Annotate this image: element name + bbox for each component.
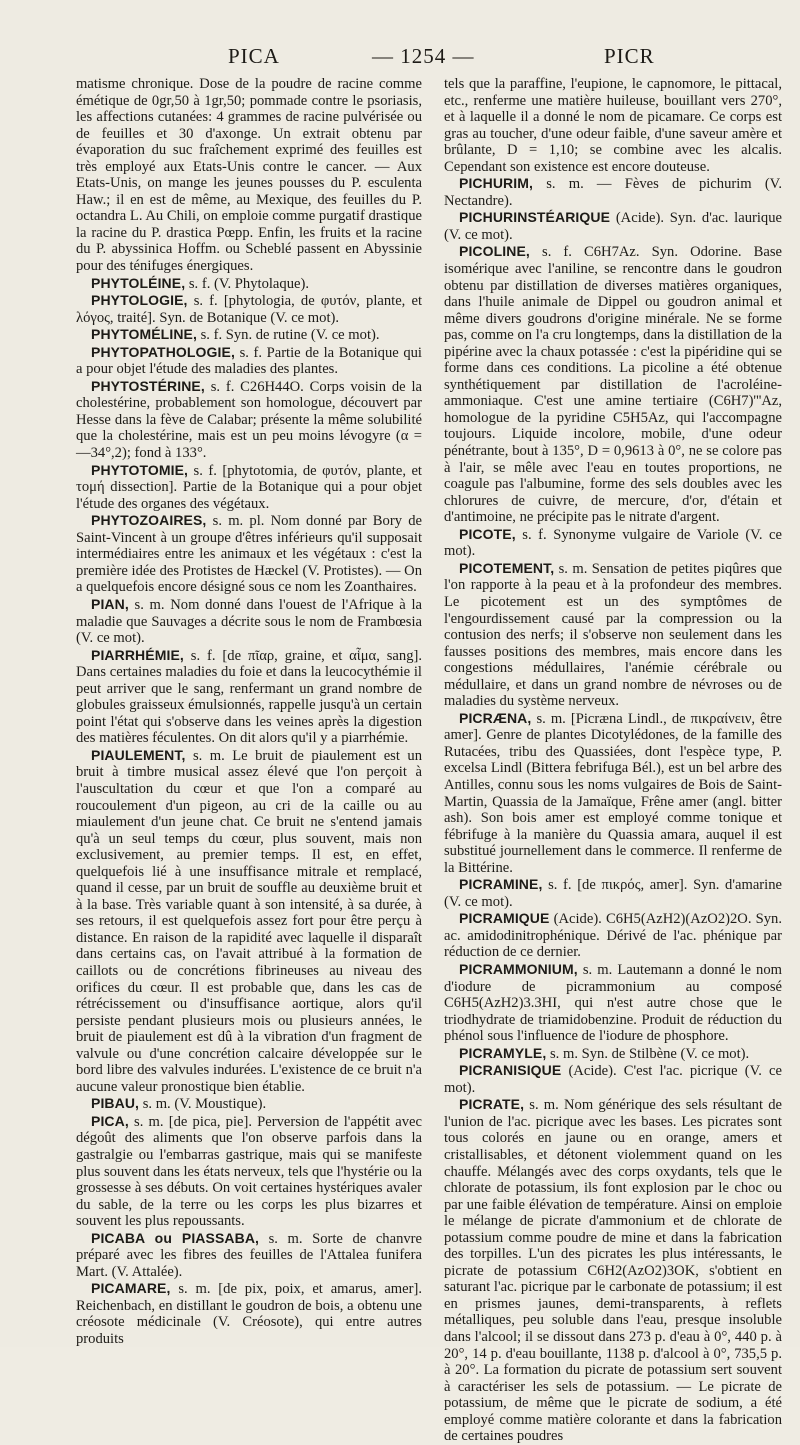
entry-headword: PICRANISIQUE [459, 1062, 562, 1079]
entry-text: s. f. Syn. de rutine (V. ce mot). [200, 327, 380, 344]
page-number: — 1254 — [372, 44, 475, 68]
entry-text: s. f. C26H44O. Corps voisin de la cholestérine, probablement son homologue, découvert par Hesse dans la fève de Calabar; présente la même solubilité que la cholestérine, mais est un peu moins lévogyre (α = —34°,2); fond à 133°. [76, 378, 422, 462]
entry-headword: PICHURIM, [459, 175, 534, 192]
entry-headword: PICRATE, [459, 1096, 525, 1113]
entry-headword: PICOLINE, [459, 243, 530, 260]
entry-headword: PHYTOLOGIE, [91, 292, 188, 309]
entry-headword: PICA, [91, 1112, 129, 1129]
entry-text: s. m. (V. Moustique). [142, 1096, 267, 1113]
dictionary-entry [76, 1230, 422, 1281]
dictionary-entry [444, 243, 782, 525]
entry-text: s. m. Nom générique des sels résultant de l'union de l'ac. picrique avec les bases. Les picrates sont tous colorés en jaune ou en orange, amers et cristallisables, et détonent violemment quand on les chauffe. Mélangés avec des corps oxydants, tels que le chlorate de potassium, ils font explosion par le choc ou par une faible élévation de température. Ainsi on emploie le mélange de picrate d'ammonium et de chlorate de potassium comme poudre de mine et dans la fabrication des torpilles. L'un des picrates les plus intéressants, le picrate de potassium C6H2(AzO2)3OK, s'obtient en saturant l'ac. picrique par le carbonate de potassium; il est en prismes jaunes, demi-transparents, à reflets métalliques, peu soluble dans l'eau, presque insoluble dans l'alcool; il se dissout dans 273 p. d'eau à 0°, 440 p. à 20°, 14 p. d'eau bouillante, 1138 p. d'alcool à 0°, 735,5 p. à 20°. La formation du picrate de potassium sert souvent à caractériser les sels de potassium. — Le picrate de potassium, de même que le picrate de sodium, a été employé comme matière colorante et dans la fabrication de certaines poudres [444, 1097, 782, 1445]
dictionary-entry [76, 344, 422, 378]
dictionary-entry [444, 76, 782, 175]
running-head-left: PICA [228, 44, 280, 68]
entry-text: s. m. [de pica, pie]. Perversion de l'appétit avec dégoût des aliments que l'on observe parfois dans la gastralgie ou l'embarras gastrique, mais qui se manifeste plus souvent dans les états nerveux, tels que l'hystérie ou la grossesse à ses débuts. On voit certaines hystériques avaler du sable, de la terre ou les corps les plus bizarres et souvent les plus repoussants. [76, 1113, 422, 1230]
entry-headword: PICAMARE, [91, 1280, 171, 1297]
entry-text: s. m. Lautemann a donné le nom d'iodure de picrammonium au composé C6H5(AzH2)3.3HI, qui n'est autre chose que le triodhydrate de triamidobenzine. Produit de réduction du phénol sous l'influence de l'iodure de phosphore. [444, 961, 782, 1045]
dictionary-entry [444, 876, 782, 910]
entry-text: s. m. Syn. de Stilbène (V. ce mot). [550, 1045, 750, 1062]
entry-text: matisme chronique. Dose de la poudre de racine comme émétique de 0gr,50 à 1gr,50; pommade contre le psoriasis, les affections cutanées: 4 grammes de racine pulvérisée ou de feuilles et 30 d'axonge. Un extrait obtenu par évaporation du suc fraîchement exprimé des feuilles est très employé aux Etats-Unis contre le cancer. — Aux Etats-Unis, on mange les jeunes pousses du P. esculenta Haw.; il en est de même, au Mexique, des feuilles du P. octandra L. Au Chili, on emploie comme purgatif drastique la racine du P. drastica Pœpp. Enfin, les fruits et la racine du P. abyssinica Hoffm. ou Scheblé passent en Abyssinie pour des ténifuges énergiques. [76, 76, 422, 275]
dictionary-entry [76, 275, 422, 293]
left-column [76, 76, 423, 1348]
dictionary-entry [76, 76, 422, 275]
entry-text: s. f. (V. Phytolaque). [188, 275, 309, 292]
entry-headword: PHYTOMÉLINE, [91, 326, 197, 343]
dictionary-entry [444, 1062, 782, 1096]
entry-text: s. m. Sensation de petites piqûres que l'on rapporte à la peau et à la profondeur des membres. Le picotement est un des symptômes de l'engourdissement causé par la compression ou la contusion des nerfs; il s'observe non seulement dans les fausses positions des membres, mais encore dans les congestions médullaires, l'anémie cérébrale ou médullaire, et dans un grand nombre de névroses ou de maladies du système nerveux. [444, 560, 782, 710]
entry-headword: PHYTOSTÉRINE, [91, 377, 205, 394]
dictionary-entry [76, 596, 422, 647]
entry-headword: PICRAMYLE, [459, 1044, 547, 1061]
entry-text: (Acide). Syn. d'ac. laurique (V. ce mot). [444, 210, 782, 243]
dictionary-entry [444, 526, 782, 560]
entry-text: (Acide). C6H5(AzH2)(AzO2)2O. Syn. ac. amidodinitrophénique. Dérivé de l'ac. phénique par réduction de ce dernier. [444, 911, 782, 961]
entry-headword: PICRAMIQUE [459, 910, 550, 927]
entry-headword: PICHURINSTÉARIQUE [459, 209, 611, 226]
dictionary-entry [444, 175, 782, 209]
dictionary-entry [444, 910, 782, 961]
entry-text: s. m. — Fèves de pichurim (V. Nectandre). [444, 176, 782, 209]
entry-headword: PHYTOZOAIRES, [91, 512, 207, 529]
dictionary-entry [444, 961, 782, 1045]
entry-headword: PICRAMINE, [459, 876, 543, 893]
entry-text: s. f. [de πικρός, amer]. Syn. d'amarine (V. ce mot). [444, 877, 782, 910]
entry-text: s. m. pl. Nom donné par Bory de Saint-Vincent à un groupe d'êtres inférieurs qu'il supposait intermédiaires entre les animaux et les végétaux : c'est la première idée des Protistes de Hæckel (V. Protistes). — On a quelquefois encore désigné sous ce nom les Zoanthaires. [76, 513, 422, 596]
entry-text: s. f. C6H7Az. Syn. Odorine. Base isomérique avec l'aniline, se rencontre dans le goudron obtenu par distillation de diverses matières organiques, dans l'huile animale de Dippel ou goudron animal et même divers goudrons d'origine minérale. Ne se forme pas, comme on l'a cru longtemps, dans la distillation de la pipérine avec la chaux potassée : c'est la pipéridine qui se forme dans ces conditions. La picoline a été obtenue synthétiquement par distillation de l'acroléine-ammoniaque. C'est une amine tertiaire (C6H7)'''Az, homologue de la pyridine C5H5Az, qui l'accompagne toujours. Liquide incolore, mobile, d'une odeur pénétrante, bout à 135°, D = 0,9613 à 0°, ne se colore pas à l'air, se mêle avec l'eau en toutes proportions, ne coagule pas l'albumine, forme des sels doubles avec les chlorures de cuivre, de mercure, d'or, d'étain et d'antimoine, ne précipite pas le nitrate d'argent. [444, 244, 782, 526]
dictionary-entry [76, 1113, 422, 1230]
entry-headword: PIARRHÉMIE, [91, 646, 184, 663]
running-head-right: PICR [604, 44, 655, 68]
entry-headword: PICOTE, [459, 525, 516, 542]
entry-headword: PICRAMMONIUM, [459, 960, 578, 977]
entry-headword: PIAULEMENT, [91, 746, 186, 763]
entry-text: s. f. [phytologia, de φυτόν, plante, et λόγος, traité]. Syn. de Botanique (V. ce mot). [76, 293, 423, 326]
entry-text: s. m. [Picræna Lindl., de πικραίνειν, être amer]. Genre de plantes Dicotylédones, de la famille des Rutacées, tribu des Quassiées, dont l'espèce type, P. excelsa Lindl (Bittera febrifuga Bél.), est un bel arbre des Antilles, connu sous les noms vulgaires de Bois de Saint-Martin, Quassia de la Jamaïque, Frêne amer (angl. bitter ash). Son bois amer est employé comme tonique et fébrifuge à la manière du Quassia amara, auquel il est substitué journellement dans le commerce. Il renferme de la Bittérine. [444, 710, 782, 876]
entry-headword: PHYTOTOMIE, [91, 461, 189, 478]
dictionary-entry [444, 209, 782, 243]
dictionary-entry [76, 292, 422, 326]
dictionary-entry [76, 1095, 422, 1113]
entry-text: s. f. Partie de la Botanique qui a pour objet l'étude des maladies des plantes. [76, 344, 422, 378]
dictionary-entry [76, 747, 422, 1095]
entry-headword: PIBAU, [91, 1095, 140, 1112]
entry-headword: PICOTEMENT, [459, 559, 555, 576]
entry-text: s. f. Synonyme vulgaire de Variole (V. ce mot). [444, 526, 782, 560]
entry-text: (Acide). C'est l'ac. picrique (V. ce mot). [444, 1063, 782, 1096]
dictionary-entry [76, 378, 422, 462]
entry-text: tels que la paraffine, l'eupione, le capnomore, le pittacal, etc., renferme une matière huileuse, bouillant vers 270°, et à laquelle il a donné le nom de picamare. Ce corps est gras au toucher, d'une odeur faible, d'une saveur amère et brûlante, D = 1,10; se combine avec les alcalis. Cependant son existence est encore douteuse. [444, 76, 782, 175]
entry-text: s. m. Nom donné dans l'ouest de l'Afrique à la maladie que Sauvages a décrite sous le nom de Frambœsia (V. ce mot). [76, 596, 422, 647]
dictionary-entry [76, 1280, 422, 1347]
entry-headword: PIAN, [91, 595, 129, 612]
dictionary-entry [76, 462, 422, 513]
dictionary-entry [444, 1045, 782, 1063]
entry-text: s. f. [de πῖαρ, graine, et αἷμα, sang]. Dans certaines maladies du foie et dans la leucocythémie il peut arriver que le sang, renfermant un grand nombre de globules graisseux émulsionnés, rappelle jusqu'à un certain point l'état qui s'observe dans les veines après la digestion des matières féculentes. On dit alors qu'il y a piarrhémie. [76, 647, 422, 747]
right-column [444, 76, 782, 1445]
dictionary-entry [444, 1096, 782, 1444]
dictionary-entry [444, 560, 782, 710]
entry-text: s. m. [de pix, poix, et amarus, amer]. Reichenbach, en distillant le goudron de bois, a obtenu une créosote médicinale (V. Créosote), qui entre autres produits [76, 1281, 422, 1348]
entry-headword: PICRÆNA, [459, 709, 532, 726]
dictionary-entry [76, 512, 422, 596]
dictionary-entry [76, 326, 422, 344]
entry-headword: PHYTOLÉINE, [91, 274, 186, 291]
entry-text: s. f. [phytotomia, de φυτόν, plante, et τομή dissection]. Partie de la Botanique qui a pour objet l'étude des organes des végétaux. [76, 462, 422, 512]
dictionary-entry [76, 647, 422, 747]
running-head [0, 40, 800, 76]
entry-text: s. m. Le bruit de piaulement est un bruit à timbre musical assez élevé que l'on perçoit à l'auscultation du cœur et que l'on a comparé au roucoulement d'un pigeon, au cri de la caille ou au miaulement d'un jeune chat. Ce bruit ne s'entend jamais qu'à un seul temps du cœur, plus souvent, mais non exclusivement, au premier temps. Il est, en effet, quelquefois lié à une insuffisance mitrale et remplacé, quand il cesse, par un bruit de souffle au deuxième bruit et à la base. Très variable quant à son intensité, à sa durée, à ses retours, il est quelquefois assez fort pour être perçu à distance. En raison de la rapidité avec laquelle il disparaît dans certains cas, on l'avait attribué à la formation de caillots ou de concrétions fibrineuses au niveau des orifices du cœur. Il est probable que, dans les cas de rétrécissement ou d'insuffisance aortique, alors qu'il persiste pendant plusieurs mois ou plusieurs années, le bruit de piaulement est dû à la vibration d'un fragment de valvule ou d'une concrétion calcaire développée sur le bord libre des valvules indurées. L'existence de ce bruit n'a aucune valeur pronostique bien établie. [76, 747, 422, 1095]
dictionary-entry [444, 710, 782, 876]
entry-text: s. m. Sorte de chanvre préparé avec les fibres des feuilles de l'Attalea funifera Mart. (V. Attalée). [76, 1230, 422, 1280]
entry-headword: PICABA ou PIASSABA, [91, 1229, 260, 1246]
entry-headword: PHYTOPATHOLOGIE, [91, 343, 235, 360]
